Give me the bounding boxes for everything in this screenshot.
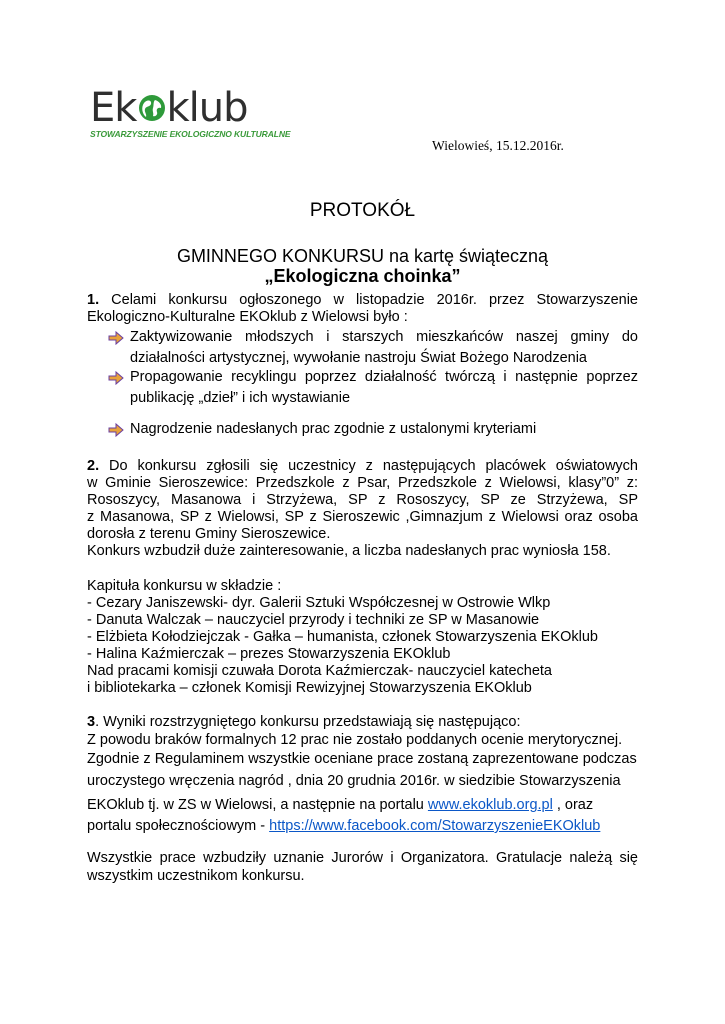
section2-line4: z Masanowa, SP z Wielowsi, SP z Sieroszewic ,Gimnazjum z Wielowsi oraz osoba	[87, 509, 638, 525]
jury-note-line1: Nad pracami komisji czuwała Dorota Kaźmierczak- nauczyciel katecheta	[87, 663, 552, 679]
ekoklub-website-link[interactable]: www.ekoklub.org.pl	[427, 797, 553, 813]
section3-line2: Z powodu braków formalnych 12 prac nie zostało poddanych ocenie merytorycznej.	[87, 732, 623, 748]
section1-line2: Ekologiczno-Kulturalne EKOklub z Wielowsi było :	[87, 309, 408, 325]
goal-2-line1: Propagowanie recyklingu poprzez działalność twórczą i następnie poprzez	[130, 369, 638, 385]
jury-member: - Elżbieta Kołodziejczak - Gałka – humanista, członek Stowarzyszenia EKOklub	[87, 629, 598, 645]
protocol-heading: PROTOKÓŁ	[309, 200, 416, 221]
section3-line1: 3. Wyniki rozstrzygniętego konkursu przedstawiają się następująco:	[87, 714, 521, 730]
section2-line1: 2. Do konkursu zgłosili się uczestnicy z następujących placówek oświatowych	[87, 458, 638, 474]
goal-2-line2: publikację „dzieł” i ich wystawianie	[130, 390, 351, 406]
contest-name-heading: „Ekologiczna choinka”	[264, 266, 461, 286]
facebook-link[interactable]: https://www.facebook.com/StowarzyszenieEKOklub	[269, 818, 601, 834]
goal-3-line1: Nagrodzenie nadesłanych prac zgodnie z ustalonymi kryteriami	[130, 421, 537, 437]
ekoklub-logo	[90, 86, 290, 148]
section2-line3: Rososzycy, Masanowa i Strzyżewa, SP z Rososzycy, SP ze Strzyżewa, SP	[87, 492, 638, 508]
goal-1-line2: działalności artystycznej, wywołanie nastroju Świat Bożego Narodzenia	[130, 350, 587, 366]
jury-member: - Halina Kaźmierczak – prezes Stowarzyszenia EKOklub	[87, 646, 451, 662]
arrow-bullet-icon	[108, 330, 124, 346]
closing-line1: Wszystkie prace wzbudziły uznanie Jurorów i Organizatora. Gratulacje należą się	[87, 850, 638, 866]
green-globe-icon	[138, 94, 166, 122]
section2-number: 2.	[87, 458, 100, 474]
jury-note-line2: i bibliotekarka – członek Komisji Rewizyjnej Stowarzyszenia EKOklub	[87, 680, 532, 696]
section3-line6: portalu społecznościowym - https://www.facebook.com/StowarzyszenieEKOklub	[87, 818, 601, 834]
logo-subtitle: STOWARZYSZENIE EKOLOGICZNO KULTURALNE	[90, 129, 291, 139]
section2-line6: Konkurs wzbudził duże zainteresowanie, a liczba nadesłanych prac wyniosła 158.	[87, 543, 611, 559]
section2-line5: dorosła z terenu Gminy Sieroszewice.	[87, 526, 331, 542]
arrow-bullet-icon	[108, 422, 124, 438]
section2-line2: w Gminie Sieroszewice: Przedszkole z Psar, Przedszkole z Wielowsi, klasy”0” z:	[87, 475, 638, 491]
jury-member: - Cezary Janiszewski- dyr. Galerii Sztuki Współczesnej w Ostrowie Wlkp	[87, 595, 551, 611]
contest-heading: GMINNEGO KONKURSU na kartę świąteczną	[176, 246, 549, 266]
section3-line5: EKOklub tj. w ZS w Wielowsi, a następnie na portalu www.ekoklub.org.pl , oraz	[87, 797, 594, 813]
section3-number: 3	[87, 714, 96, 730]
logo-wordmark-left: Ek	[90, 85, 137, 131]
section3-line4: uroczystego wręczenia nagród , dnia 20 grudnia 2016r. w siedzibie Stowarzyszenia	[87, 773, 621, 789]
arrow-bullet-icon	[108, 370, 124, 386]
closing-line2: wszystkim uczestnikom konkursu.	[87, 868, 305, 884]
goal-1-line1: Zaktywizowanie młodszych i starszych mieszkańców naszej gminy do	[130, 329, 638, 345]
section1-number: 1.	[87, 292, 100, 308]
section1-line1: 1. Celami konkursu ogłoszonego w listopadzie 2016r. przez Stowarzyszenie	[87, 292, 638, 308]
logo-wordmark	[90, 86, 247, 130]
document-date: Wielowieś, 15.12.2016r.	[432, 138, 564, 153]
jury-intro: Kapituła konkursu w składzie :	[87, 578, 282, 594]
section3-line3: Zgodnie z Regulaminem wszystkie oceniane prace zostaną zaprezentowane podczas	[87, 751, 637, 767]
logo-wordmark-right: klub	[166, 85, 248, 131]
jury-member: - Danuta Walczak – nauczyciel przyrody i techniki ze SP w Masanowie	[87, 612, 540, 628]
